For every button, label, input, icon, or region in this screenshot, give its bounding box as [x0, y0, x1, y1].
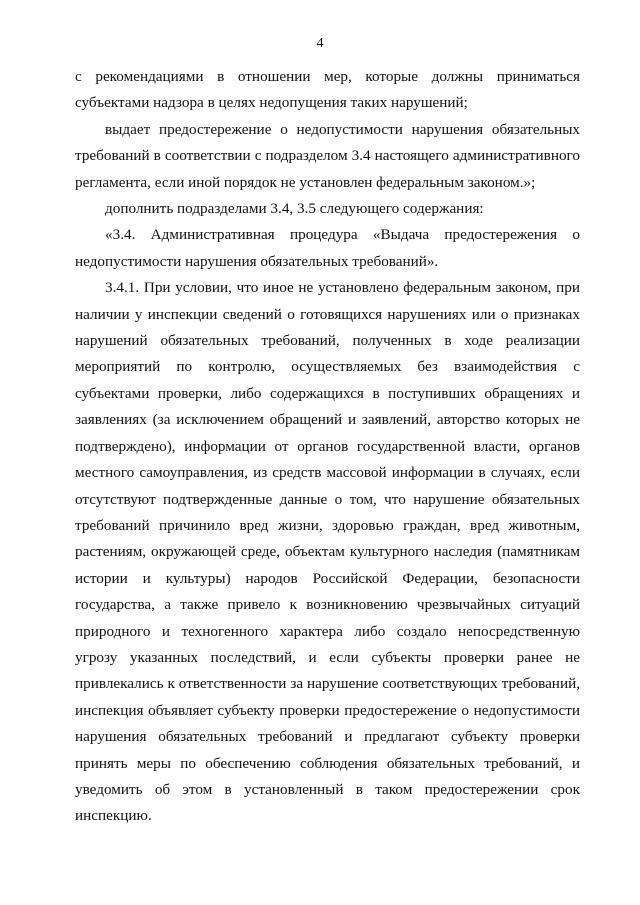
- paragraph-recommendations: с рекомендациями в отношении мер, которые должны приниматься субъектами надзора в целях недопущения таких нарушений;: [75, 68, 580, 112]
- paragraph-issues-warning: выдает предостережение о недопустимости нарушения обязательных требований в соответствии с подразделом 3.4 настоящего административного регламента, если иной порядок не установлен федеральным законом.»;: [75, 120, 580, 191]
- paragraph-add-subsections: дополнить подразделами 3.4, 3.5 следующего содержания:: [105, 200, 484, 218]
- page-number: 4: [316, 36, 324, 51]
- document-body: [75, 64, 580, 830]
- paragraph-3-4-1: 3.4.1. При условии, что иное не установлено федеральным законом, при наличии у инспекции сведений о готовящихся нарушениях или о признаках нарушений обязательных требований, полученных в ходе реализации мероприятий по контролю, осуществляемых без взаимодействия с субъектами проверки, либо содержащихся в поступивших обращениях и заявлениях (за исключением обращений и заявлений, авторство которых не подтверждено), информации от органов государственной власти, органов местного самоуправления, из средств массовой информации в случаях, если отсутствуют подтвержденные данные о том, что нарушение обязательных требований причинило вред жизни, здоровью граждан, вред животным, растениям, окружающей среде, объектам культурного наследия (памятникам истории и культуры) народов Российской Федерации, безопасности государства, а также привело к возникновению чрезвычайных ситуаций природного и техногенного характера либо создало непосредственную угрозу указанных последствий, и если субъекты проверки ранее не привлекались к ответственности за нарушение соответствующих требований, инспекция объявляет субъекту проверки предостережение о недопустимости нарушения обязательных требований и предлагают субъекту проверки принять меры по обеспечению соблюдения обязательных требований, и уведомить об этом в установленный в таком предостережении срок инспекцию.: [75, 279, 580, 825]
- paragraph-procedure-title: «3.4. Административная процедура «Выдача предостережения о недопустимости нарушения обязательных требований».: [75, 226, 580, 270]
